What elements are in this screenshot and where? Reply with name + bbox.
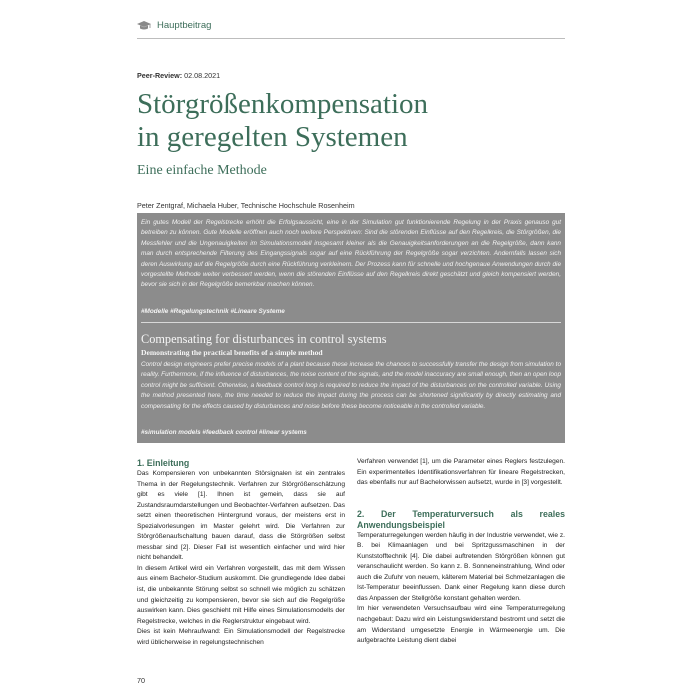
body-paragraph: Das Kompensieren von unbekannten Störsignalen ist ein zentrales Thema in der Regelungstechnik. Verfahren zur Störgrößenschätzung gibt es viele [1]. Ihnen ist gemein, dass sie auf Zustandsraumdarstellungen und Beobachter-Verfahren aufsetzen. Das setzt einen theoretischen Hintergrund voraus, der meistens erst in Spezialvorlesungen im Master gelehrt wird. Die Verfahren zur Störgrößenaufschaltung bauen darauf, dass die Störgrößen selbst messbar sind [2]. Dieser Fall ist wesentlich einfacher und wird hier nicht behandelt. bbox=[137, 470, 345, 562]
graduation-cap-icon bbox=[137, 21, 151, 31]
section-label: Hauptbeitrag bbox=[157, 20, 212, 31]
body-paragraph: Im hier verwendeten Versuchsaufbau wird eine Temperaturregelung nachgebaut: Dazu wird ein Leistungswiderstand bestromt und setzt die am Widerstand umgesetzte Energie in Wärmeenergie um. Die aufgebrachte Leistung dient dabei bbox=[357, 605, 565, 645]
english-abstract: Control design engineers prefer precise models of a plant because these increase the chances to successfully transfer the design from simulation to reality. Furthermore, if the influence of disturbances, the noise content of the signals, and the model inaccuracy are small enough, then an open loop control might be sufficient. Otherwise, a feedback control loop is required to reduce the impact of the disturbances on the controlled variable. Using the method presented here, the time needed to reduce the impact during the process can be shortened significantly by directly estimating and compensating for the effects caused by disturbances and noise before these become noticeable in the controlled variable. bbox=[141, 361, 561, 410]
body-paragraph: Temperaturregelungen werden häufig in der Industrie verwendet, wie z. B. bei Klimaanlagen und bei Spritzgussmaschinen in der Kunststofftechnik [4]. Die dabei auftretenden Störgrößen können gut veranschaulicht werden. So kann z. B. Sonneneinstrahlung, Wind oder auch die Zufuhr von neuem, kälterem Material bei Schmelzanlagen die Ist-Temperatur beeinflussen. Dank einer Regelung kann diese durch das Anpassen der Stellgröße konstant gehalten werden. bbox=[357, 531, 565, 602]
german-abstract: Ein gutes Modell der Regelstrecke erhöht die Erfolgsaussicht, eine in der Simulation gut funktionierende Regelung in der Praxis genauso gut betreiben zu können. Gute Modelle eröffnen auch noch weitere Perspektiven: Sind die störenden Einflüsse auf den Regelkreis, die Störgrößen, die Messfehler und die Ungenauigkeiten im Simulationsmodell insgesamt kleiner als die Genauigkeitsanforderungen an die Regelgröße, dann kann man durch entsprechende Filterung des Eingangssignals sogar auf eine Rückführung der Regelgröße sogar verzichten. Andernfalls lassen sich deren Auswirkung auf die Regelgröße durch eine Rückführung verkleinern. Der Prozess kann für schnelle und hochgenaue Anwendungen durch die vorgestellte Methode weiter verbessert werden, wenn die störenden Einflüsse auf den Regelkreis direkt geschätzt und gleich kompensiert werden, bevor sie sich in der Regelgröße bemerkbar machen können. bbox=[141, 219, 561, 289]
english-title: Compensating for disturbances in control systems bbox=[141, 332, 387, 346]
peer-review-date: 02.08.2021 bbox=[184, 71, 221, 80]
section-heading-introduction: 1. Einleitung bbox=[137, 458, 190, 468]
authors-line: Peter Zentgraf, Michaela Huber, Technische Hochschule Rosenheim bbox=[137, 201, 355, 210]
body-paragraph: In diesem Artikel wird ein Verfahren vorgestellt, das mit dem Wissen aus einem Bachelor-Studium auskommt. Die grundlegende Idee dabei ist, die unbekannte Störung selbst so schnell wie möglich zu schätzen und gleichzeitig zu kompensieren, bevor sie sich auf die Regelgröße auswirken kann. Dies geschieht mit Hilfe eines Simulationsmodells der Regelstrecke, welches in die Reglerstruktur eingebaut wird. bbox=[137, 564, 345, 625]
title-line-2: in geregelten Systemen bbox=[137, 121, 408, 153]
title-line-1: Störgrößenkompensation bbox=[137, 88, 429, 120]
abstract-divider bbox=[141, 322, 561, 323]
body-column-right bbox=[357, 457, 565, 647]
body-paragraph: Verfahren verwendet [1], um die Parameter eines Reglers festzulegen. Ein experimentelles Identifikationsverfahren für lineare Regelstrecken, das ebenfalls nur auf Bachelorwissen aufsetzt, wurde in [3] vorgestellt. bbox=[357, 458, 565, 487]
page-number: 70 bbox=[137, 676, 145, 685]
article-title bbox=[137, 88, 428, 154]
german-keywords: #Modelle #Regelungstechnik #Lineare Systeme bbox=[141, 308, 285, 315]
english-keywords: #simulation models #feedback control #linear systems bbox=[141, 429, 307, 436]
section-header bbox=[137, 20, 211, 31]
article-subtitle: Eine einfache Methode bbox=[137, 163, 267, 178]
body-paragraph: Dies ist kein Mehraufwand: Ein Simulationsmodell der Regelstrecke wird üblicherweise in regelungstechnischen bbox=[137, 628, 345, 646]
peer-review-line bbox=[137, 71, 220, 80]
peer-review-label: Peer-Review: bbox=[137, 71, 183, 80]
section-heading-temperature: 2. Der Temperaturversuch als reales Anwendungsbeispiel bbox=[357, 508, 565, 530]
header-divider bbox=[137, 38, 565, 39]
english-subtitle: Demonstrating the practical benefits of a simple method bbox=[141, 348, 323, 357]
body-column-left bbox=[137, 457, 345, 648]
